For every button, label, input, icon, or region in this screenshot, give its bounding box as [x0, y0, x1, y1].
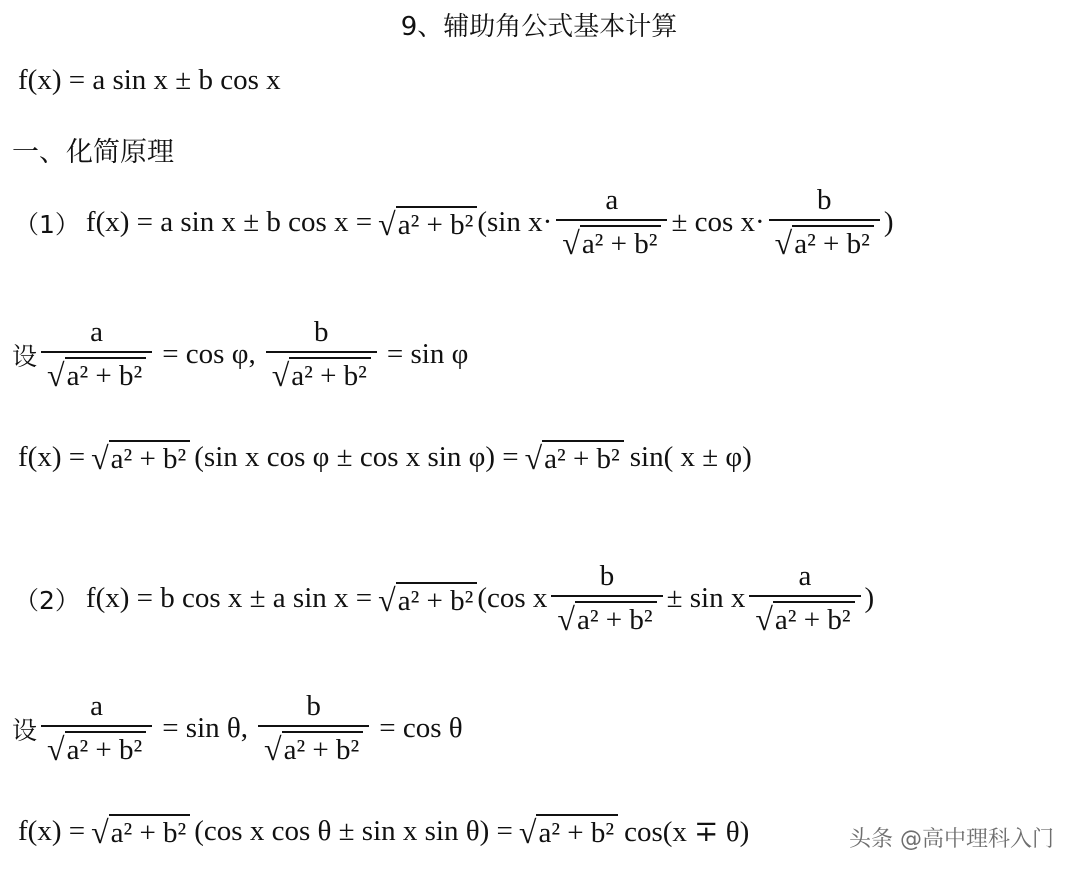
set1-formula — [12, 318, 468, 391]
fraction-denominator — [551, 595, 662, 635]
case2-sqrt — [378, 582, 477, 616]
case1-mid: ± cos x· — [671, 206, 765, 239]
fraction-a — [41, 318, 152, 391]
fraction-denominator — [258, 725, 369, 765]
fraction-numerator: b — [599, 560, 615, 592]
result2-formula — [18, 814, 749, 849]
set2-eq-sin: = sin θ, — [162, 712, 249, 745]
case1-sqrt — [378, 206, 477, 240]
page-title: 9、辅助角公式基本计算 — [400, 12, 678, 42]
fraction-numerator: b — [817, 184, 832, 216]
radical-sign: √ — [524, 440, 543, 476]
sqrt-body: a² + b² — [580, 225, 662, 259]
section-heading: 一、化简原理 — [12, 137, 174, 168]
fraction-numerator: a — [90, 690, 104, 722]
result1-lhs: f(x) = — [18, 440, 86, 473]
radical-sign: √ — [47, 731, 65, 767]
sqrt-body: a² + b² — [109, 814, 191, 848]
sqrt-body: a² + b² — [773, 601, 855, 635]
radical-sign: √ — [755, 601, 773, 637]
fraction-numerator: b — [306, 690, 321, 722]
radical-sign: √ — [562, 225, 580, 261]
set1-eq-cos: = cos φ, — [162, 338, 256, 371]
sqrt-body: a² + b² — [575, 601, 657, 635]
fraction-denominator — [769, 219, 880, 259]
fraction-numerator: a — [605, 184, 619, 216]
fraction-b — [551, 562, 662, 635]
set2-prefix: 设 — [12, 715, 38, 745]
fraction-a — [749, 562, 860, 635]
sqrt-body: a² + b² — [396, 206, 478, 240]
radical-sign: √ — [378, 205, 396, 242]
sqrt-body: a² + b² — [109, 440, 191, 474]
radical-sign: √ — [264, 731, 282, 767]
sqrt-body: a² + b² — [65, 731, 147, 765]
radical-sign: √ — [91, 440, 109, 476]
sqrt-body: a² + b² — [396, 582, 478, 616]
fraction-numerator: a — [798, 560, 812, 592]
sqrt-body: a² + b² — [65, 357, 147, 391]
fraction-b — [769, 186, 880, 259]
result2-lhs: f(x) = — [18, 815, 86, 847]
set1-eq-sin: = sin φ — [386, 338, 469, 371]
radical-sign: √ — [91, 814, 109, 851]
fraction-denominator — [41, 351, 152, 391]
radical-sign: √ — [557, 601, 575, 637]
result1-tail: sin( x ± φ) — [629, 440, 752, 473]
fraction-denominator — [266, 351, 377, 391]
result2-tail: cos(x ∓ θ) — [624, 816, 750, 848]
case2-prefix: （2） — [14, 585, 80, 615]
radical-sign: √ — [271, 357, 290, 393]
sqrt-body: a² + b² — [536, 814, 618, 848]
fraction-numerator: a — [90, 316, 104, 348]
result1-sqrt-2 — [525, 440, 624, 474]
result2-sqrt — [91, 814, 190, 851]
sqrt-body: a² + b² — [542, 440, 624, 474]
fraction-numerator: b — [314, 316, 329, 348]
case2-mid: ± sin x — [666, 582, 746, 615]
fraction-denominator — [41, 725, 152, 765]
radical-sign: √ — [47, 357, 65, 393]
case2-paren-open: (cos x — [477, 582, 548, 615]
sqrt-body: a² + b² — [792, 225, 874, 259]
fraction-denominator — [556, 219, 667, 259]
fraction-b — [258, 692, 369, 765]
case1-prefix: （1） — [14, 209, 80, 239]
case1-paren-open: (sin x· — [477, 206, 553, 239]
fraction-b — [266, 318, 377, 391]
case1-paren-close: ) — [883, 206, 894, 239]
sqrt-body: a² + b² — [289, 357, 371, 391]
result2-middle: (cos x cos θ ± sin x sin θ) = — [194, 815, 513, 847]
set2-eq-cos: = cos θ — [379, 712, 463, 745]
case1-formula — [14, 186, 894, 259]
fraction-denominator — [749, 595, 860, 635]
radical-sign: √ — [378, 581, 396, 618]
result1-sqrt — [91, 440, 190, 474]
result1-middle: (sin x cos φ ± cos x sin φ) = — [194, 440, 519, 473]
radical-sign: √ — [774, 225, 793, 261]
fraction-a — [41, 692, 152, 765]
result2-sqrt-2 — [518, 814, 618, 851]
sqrt-body: a² + b² — [282, 731, 364, 765]
case1-lhs: f(x) = a sin x ± b cos x = — [85, 206, 373, 239]
case2-paren-close: ) — [864, 582, 875, 615]
main-formula-text: f(x) = a sin x ± b cos x — [18, 64, 281, 96]
main-formula — [18, 64, 281, 97]
watermark: 头条 @高中理科入门 — [849, 827, 1054, 852]
radical-sign: √ — [518, 814, 537, 851]
result1-formula — [18, 440, 752, 474]
set2-formula — [12, 692, 463, 765]
case2-lhs: f(x) = b cos x ± a sin x = — [85, 582, 373, 615]
case2-formula — [14, 562, 874, 635]
fraction-a — [556, 186, 667, 259]
set1-prefix: 设 — [12, 341, 38, 371]
